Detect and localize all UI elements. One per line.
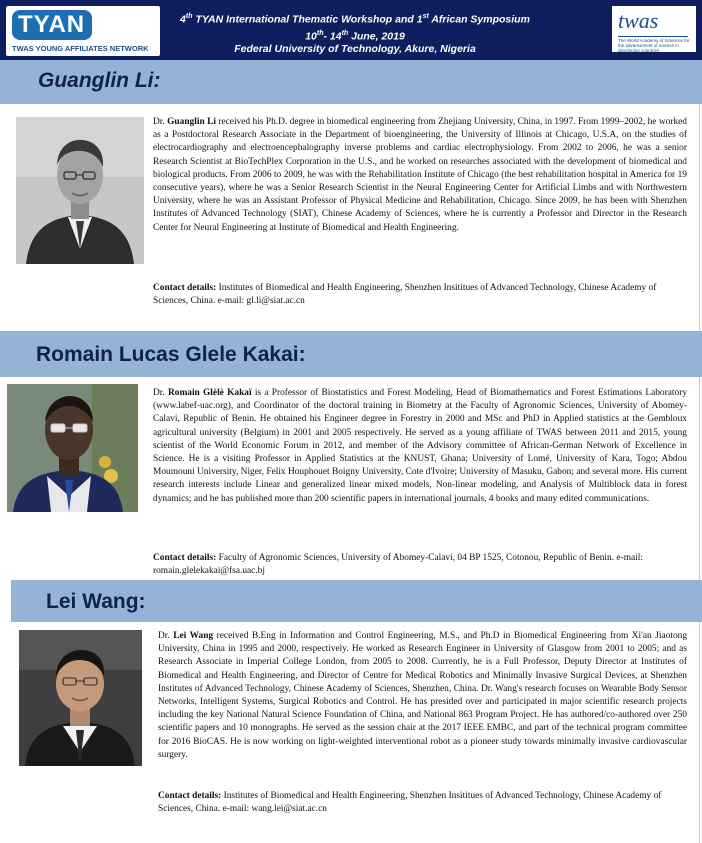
event-title xyxy=(170,10,540,56)
speaker-name-lei-wang: Lei Wang: xyxy=(46,590,146,613)
speaker-name-romain-glele-kakai: Romain Lucas Glele Kakai: xyxy=(36,343,306,366)
twas-logo xyxy=(612,6,696,52)
contact-guanglin-li: Contact details: Institutes of Biomedical and Health Engineering, Shenzhen Insititues of Advanced Technology, Chinese Academy of Sciences, China. e-mail: gl.li@siat.ac.cn xyxy=(153,283,657,307)
event-title-line-1: 4th TYAN International Thematic Workshop and 1st African Symposium xyxy=(180,13,530,26)
photo-lei-wang xyxy=(19,630,142,766)
tyan-logo-subtitle: TWAS YOUNG AFFILIATES NETWORK xyxy=(12,44,149,53)
page-header xyxy=(0,0,702,60)
contact-label: Contact details: xyxy=(153,553,217,563)
tyan-logo-text: TYAN xyxy=(18,11,86,38)
photo-romain-glele-kakai xyxy=(7,384,138,512)
bio-lei-wang: Dr. Lei Wang received B.Eng in Information and Control Engineering, M.S., and Ph.D in Biomedical Engineering from Xi'an Jiaotong University, China in 1995 and 2000, respectively. He worked as Research Engineer in University of Glasgow from 2001 to 2005; and as Research Associate in Imperial College London, from 2005 to 2008. Currently, he is a Full Professor, Deputy Director at Institutes of Biomedical and Health Engineering, and Director of Centre for Medical Robotics and Minimally Invasive Surgical Devices, at Shenzhen Institutes of Advanced Technology, Chinese Academy of Sciences, Shenzhen, China. Dr. Wang's research focuses on Wearable Body Sensor Networks, Intelligent Systems, Surgical Robotics and Control. He has presided over and participated in major scientific research projects including the key National Natural Science Foundation of China, and National 863 Program Project. He has authored/co-authored over 250 scientific papers and 10 monographs. He served as the session chair at the 2017 IEEE EMBC, and part of the technical program committee for 2016 BioCAS. He is now working on light-weighted interventional robot as a pioneer study towards minimally invasive cardiovascular surgery. xyxy=(158,631,688,760)
twas-logo-rule xyxy=(618,36,688,37)
contact-label: Contact details: xyxy=(158,791,222,801)
event-venue: Federal University of Technology, Akure, Nigeria xyxy=(234,43,476,55)
twas-logo-text: twas xyxy=(618,8,659,33)
contact-romain-glele-kakai: Contact details: Faculty of Agronomic Sciences, University of Abomey-Calavi, 04 BP 1525, Cotonou, Republic of Benin. e-mail: romain.glelekakai@fsa.uac.bj xyxy=(153,553,643,577)
event-dates: 10th- 14th June, 2019 xyxy=(305,29,405,42)
contact-lei-wang: Contact details: Institutes of Biomedical and Health Engineering, Shenzhen Insititues of Advanced Technology, Chinese Academy of Sciences, China. e-mail: wang.lei@siat.ac.cn xyxy=(158,791,662,815)
contact-label: Contact details: xyxy=(153,283,217,293)
photo-guanglin-li xyxy=(16,117,144,264)
bio-romain-glele-kakai: Dr. Romain Glèlè Kakaï is a Professor of Biostatistics and Forest Modeling, Head of Biomathematics and Forest Estimations Laboratory (www.labef-uac.org), and Coordinator of the doctoral training in Biometry at the Faculty of Agronomic Sciences, University of Abomey-Calavi, Republic of Benin. He obtained his Engineer degree in Forestry in 2000 and MSc and PhD in Applied statistics at the Gembloux agricultural university (Belgium) in 2001 and 2005 respectively. He served as a young affiliate of TWAS between 2011 and 2015, young scientist of the World Economic Forum in 2012, and member of the Advisory committee of African-German Network of Excellence in Science. He is a visiting Professor in Applied Statistics at the KNUST, Ghana; University of Lomé, University of Kara, Togo; Abdou Moumouni University, Niger, Felix Houphouet Boigny University, Cote d'Ivoire; University of Masuku, Gabon; and several more. His current research interests include Linear and generalized linear mixed models, Non-linear modeling, and Analysis of Multiblock data in forest dynamics; and he has published more than 200 scientific papers in international journals, 4 books and many edited communications. xyxy=(153,388,688,504)
speaker-name-guanglin-li: Guanglin Li: xyxy=(38,69,161,92)
bio-guanglin-li: Dr. Guanglin Li received his Ph.D. degree in biomedical engineering from Zhejiang University, China, in 1997. From 1999–2002, he worked as a Postdoctoral Research Associate in the Department of bioengineering, the University of Illinois at Chicago, U.S.A, on the studies of electrocardiography and electroencephalography inverse problems and cardiac electrophysiology. From 2002 to 2006, he was a senior Research Scientist at BioTechPlex Corporation in the U.S., and he worked on researches associated with the development of biomedical and biological products. From 2006 to 2009, he was with the Rehabilitation Institute of Chicago (the best rehabilitation hospital in America for 19 consecutive years), where he was a Senior Research Scientist in the Neural Engineering Center for Artificial Limbs and with Northwestern University, where he was an Assistant Professor of Physical Medicine and Rehabilitation, Chicago. Since 2009, he has been with Shenzhen Institutes of Advanced Technology (SIAT), Chinese Academy of Sciences, where he is currently a Professor and Director in the Research Center for Neural Engineering at Institute of Biomedical and Health Engineering. xyxy=(153,117,687,233)
portrait-romain-glele-kakai xyxy=(7,384,138,512)
portrait-lei-wang xyxy=(19,630,142,766)
page-border-line xyxy=(699,60,700,843)
twas-logo-tagline: The World Academy of Sciences for the advancement of science in developing countries xyxy=(618,38,690,53)
portrait-guanglin-li xyxy=(16,117,144,264)
tyan-logo xyxy=(6,6,160,56)
